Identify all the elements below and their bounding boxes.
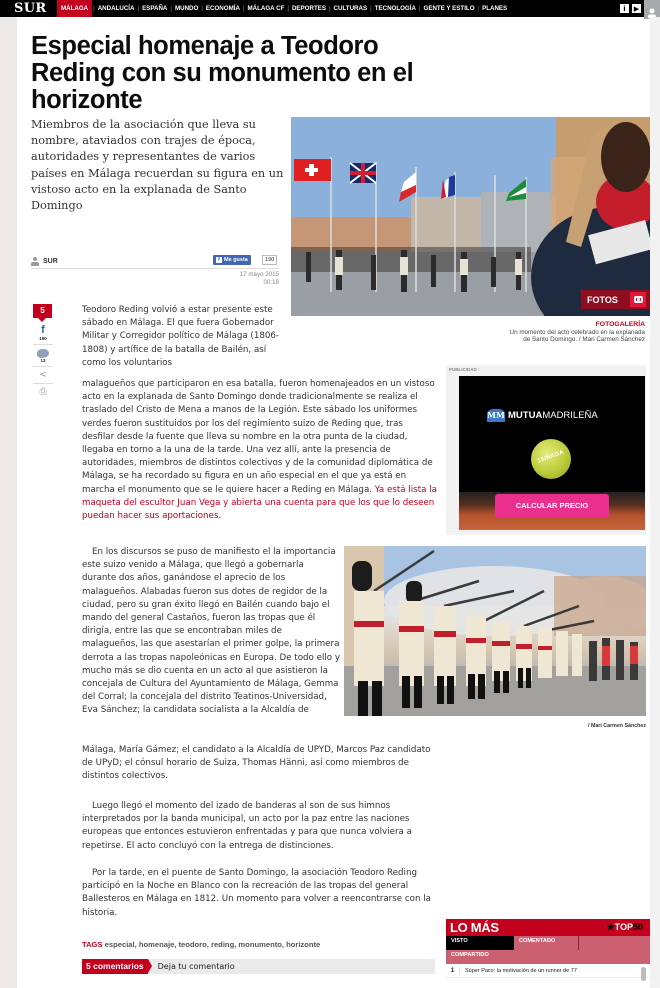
list-item[interactable]	[446, 964, 650, 978]
scrollbar[interactable]	[641, 967, 646, 981]
author-name[interactable]: SUR	[43, 258, 58, 265]
share-icon: <	[39, 370, 47, 380]
sur-logo[interactable]: SUR	[14, 1, 47, 16]
gallery-caption-text: Un momento del acto celebrado en la explanada de Santo Domingo. / Mari Carmen Sánchez	[509, 328, 645, 343]
left-gutter	[0, 17, 17, 988]
ad-label: PUBLICIDAD	[449, 367, 477, 372]
nav-item-economia[interactable]: ECONOMÍA	[205, 5, 240, 12]
calcular-precio-button[interactable]: CALCULAR PRECIO	[495, 494, 609, 518]
byline	[31, 255, 279, 269]
advertisement	[446, 365, 646, 535]
facebook-icon: f	[216, 257, 222, 263]
tab-comentado[interactable]: COMENTADO	[514, 936, 579, 950]
soldiers-firing-photo[interactable]	[344, 546, 646, 716]
fotos-label: FOTOS	[587, 294, 618, 305]
tab-visto[interactable]: VISTO	[446, 936, 514, 950]
nav-separator: |	[418, 5, 421, 12]
tags-list[interactable]: especial, homenaje, teodoro, reding, monumento, horizonte	[104, 940, 321, 949]
flags-ceremony-image	[291, 117, 650, 316]
tab-compartido[interactable]: COMPARTIDO	[451, 952, 489, 958]
facebook-like-button[interactable]	[213, 255, 251, 265]
twitter-icon	[37, 349, 49, 358]
nav-item-mundo[interactable]: MUNDO	[174, 5, 199, 12]
facebook-share[interactable]	[33, 323, 53, 345]
date-text: 17 mayo 2015	[239, 271, 279, 278]
tags-label: TAGS	[82, 940, 103, 949]
publish-date	[180, 271, 279, 287]
tennis-ball-icon	[531, 439, 571, 479]
list-item-title: Súper Paco: la motivación de un runner de 77	[465, 967, 577, 974]
article-tags	[82, 940, 320, 949]
comments-bar	[82, 959, 435, 974]
nav-separator: |	[370, 5, 372, 12]
brand-name: MUTUAMADRILEÑA	[508, 410, 598, 421]
print-icon: ⎙	[39, 387, 47, 397]
comments-count-button[interactable]: 5 comentarios	[82, 959, 148, 974]
twitter-share[interactable]	[33, 345, 53, 367]
article-paragraph-2b: Málaga, María Gámez; el candidato a la Alcaldía de UPYD, Marcos Paz candidato de UPyD; el cónsul horario de Suiza, Thomas Hänni, así como miembros de distintos colectivos.	[82, 745, 431, 782]
share-rail	[33, 304, 53, 400]
nav-separator: |	[477, 5, 480, 12]
nav-separator: |	[287, 5, 289, 12]
nav-item-andalucia[interactable]: ANDALUCÍA	[97, 5, 135, 12]
play-icon[interactable]: ▶	[633, 4, 640, 13]
facebook-like-count: 190	[262, 255, 277, 265]
nav-separator: |	[93, 5, 95, 12]
most-popular-widget	[446, 919, 650, 988]
nav-item-deportes[interactable]: DEPORTES	[291, 5, 326, 12]
list-item-rank: 1	[446, 967, 460, 974]
facebook-share-count: 190	[39, 336, 47, 341]
facebook-icon: f	[41, 324, 45, 336]
twitter-share-count: 13	[40, 358, 46, 363]
photo-gallery-button[interactable]	[581, 290, 650, 309]
photo2-caption: / Mari Carmen Sánchez	[588, 723, 646, 729]
article-headline: Especial homenaje a Teodoro Reding con su monumento en el horizonte	[31, 32, 414, 114]
top-icons	[620, 0, 660, 17]
leave-comment-link[interactable]: Deja tu comentario	[157, 962, 235, 971]
time-text: 00:18	[263, 279, 279, 286]
article-lead: Miembros de la asociación que lleva su nombre, ataviados con trajes de época, autoridades y representantes de varios países en Málaga recuerdan su figura en un vistoso acto en la explanada de Santo Domingo	[31, 118, 284, 213]
monument-donation-link[interactable]: Ya está lista la maqueta del escultor Juan Vega y abierta una cuenta para que los que lo deseen puedan hacer sus aportaciones	[82, 484, 437, 522]
mm-logo-icon: MM	[487, 410, 505, 420]
photo-caption	[505, 321, 645, 344]
user-icon[interactable]	[644, 0, 660, 19]
nav-separator: |	[201, 5, 203, 12]
gallery-title[interactable]: FOTOGALERÍA	[595, 321, 645, 328]
facebook-like-label: Me gusta	[224, 257, 248, 263]
most-popular-tabs	[446, 936, 650, 964]
article-paragraph-1a: Teodoro Reding volvió a estar presente este sábado en Málaga. El que fuera Gobernador Militar y Corregidor político de Málaga (1806-1808) y artífice de la batalla de Bailén, así como los voluntarios	[82, 305, 280, 368]
article-paragraph-4: Por la tarde, en el puente de Santo Domingo, la asociación Teodoro Reding participó en la Noche en Blanco con la recreación de las tropas del general Ballesteros en Málaga en 1812. Un momento para volver a reencontrarse con la historia.	[82, 868, 431, 918]
info-icon[interactable]: i	[620, 4, 629, 13]
musket-salute-image	[344, 546, 646, 716]
ball-text: 15/NADA	[536, 449, 565, 465]
author-icon	[31, 257, 38, 266]
nav-item-espana[interactable]: ESPAÑA	[142, 5, 168, 12]
nav-separator: |	[170, 5, 172, 12]
article-paragraph-3: Luego llegó el momento del izado de banderas al son de sus himnos interpretados por la banda municipal, un acto por la paz entre las naciones europeas que entonces estuvieron enfrentadas y para que nunca volviera a repetirse. El acto concluyó con la entrega de distinciones.	[82, 801, 412, 851]
main-photo[interactable]	[291, 117, 650, 316]
section-nav	[57, 0, 509, 17]
top50-link[interactable]: ★TOP50	[606, 922, 643, 932]
right-gutter	[650, 17, 660, 988]
article-paragraph-2: En los discursos se puso de manifiesto el la importancia este suizo venido a Málaga, que llegó a gobernarla durante dos años, ganándose el aprecio de los malagueños. Alabadas fueron sus dotes de regidor de la ciudad, pero su gran éxito llegó en Bailén cuando bajo el mando del general Castaños, fueron las tropas que él dirigía, entre las que se encontraban miles de malagueños, las que asestarían el primer golpe, la primera derrota a las tropas napoleónicas en Europa. De todo ello y mucho más se dio cuenta en un acto al que asistieron la concejala de Cultura del Ayuntamiento de Málaga, Gemma del Corral; la concejala del distrito Teatinos-Universidad, Eva Sánchez; la candidata socialista a la Alcaldía de	[82, 547, 341, 716]
nav-item-culturas[interactable]: CULTURAS	[333, 5, 368, 12]
nav-separator: |	[328, 5, 331, 12]
nav-item-planes[interactable]: PLANES	[482, 5, 508, 12]
ad-brand-logo	[487, 409, 598, 422]
comments-count-badge[interactable]: 5	[33, 304, 52, 318]
nav-separator: |	[137, 5, 140, 12]
article-paragraph-1b: malagueños que participaron en esa batalla, fueron homenajeados en un vistoso acto en la explanada de Santo Domingo donde tradicionalmente se realiza el traslado del Cristo de Mena a manos de la Legión. Este sábado los uniformes verdes fueron sustituidos por los del regimiento suizo de Reding que, tras desfilar desde la fuente que lleva su nombre en la otra punta de la ciudad, llegaba en torno a la una de la tarde. Una vez allí, ante la presencia de autoridades, miembros de distintos colectivos y de la comunidad diplomática de Málaga, se ha recordado su figura en un año especial en el que ya está en marcha el monumento que se le quiere hacer a Reding en Málaga. Ya está lista la maqueta del escultor Juan Vega y abierta una cuenta para que los que lo deseen puedan hacer sus aportaciones.	[82, 379, 437, 522]
nav-item-malaga[interactable]: MÁLAGA	[57, 0, 92, 17]
star-icon: ★	[606, 922, 615, 932]
nav-item-gente-y-estilo[interactable]: GENTE Y ESTILO	[423, 5, 475, 12]
paragraph-text: malagueños que participaron en esa batalla, fueron homenajeados en un vistoso acto en la explanada de Santo Domingo donde tradicionalmente se realiza el traslado del Cristo de Mena a manos de la Legión. Este sábado los uniformes verdes fueron sustituidos por los del regimiento suizo de Reding que, tras desfilar desde la fuente que lleva su nombre en la otra punta de la ciudad, llegaba en torno a la una de la tarde. Una vez allí, ante la presencia de autoridades, miembros de distintos colectivos y de la comunidad diplomática de Málaga, se ha recordado su figura en un año especial en el que ya está en marcha el monumento que se le quiere hacer a Reding en Málaga.	[82, 379, 435, 495]
print-button[interactable]	[33, 384, 53, 400]
most-popular-title: LO MÁS	[450, 920, 499, 935]
mutua-madrilena-ad[interactable]	[459, 376, 645, 530]
nav-separator: |	[242, 5, 245, 12]
camera-icon	[630, 292, 646, 307]
nav-item-malaga-cf[interactable]: MÁLAGA CF	[247, 5, 285, 12]
most-popular-header	[446, 919, 650, 936]
top-navigation-bar	[0, 0, 660, 17]
share-button[interactable]	[33, 367, 53, 384]
nav-item-tecnologia[interactable]: TECNOLOGÍA	[374, 5, 416, 12]
